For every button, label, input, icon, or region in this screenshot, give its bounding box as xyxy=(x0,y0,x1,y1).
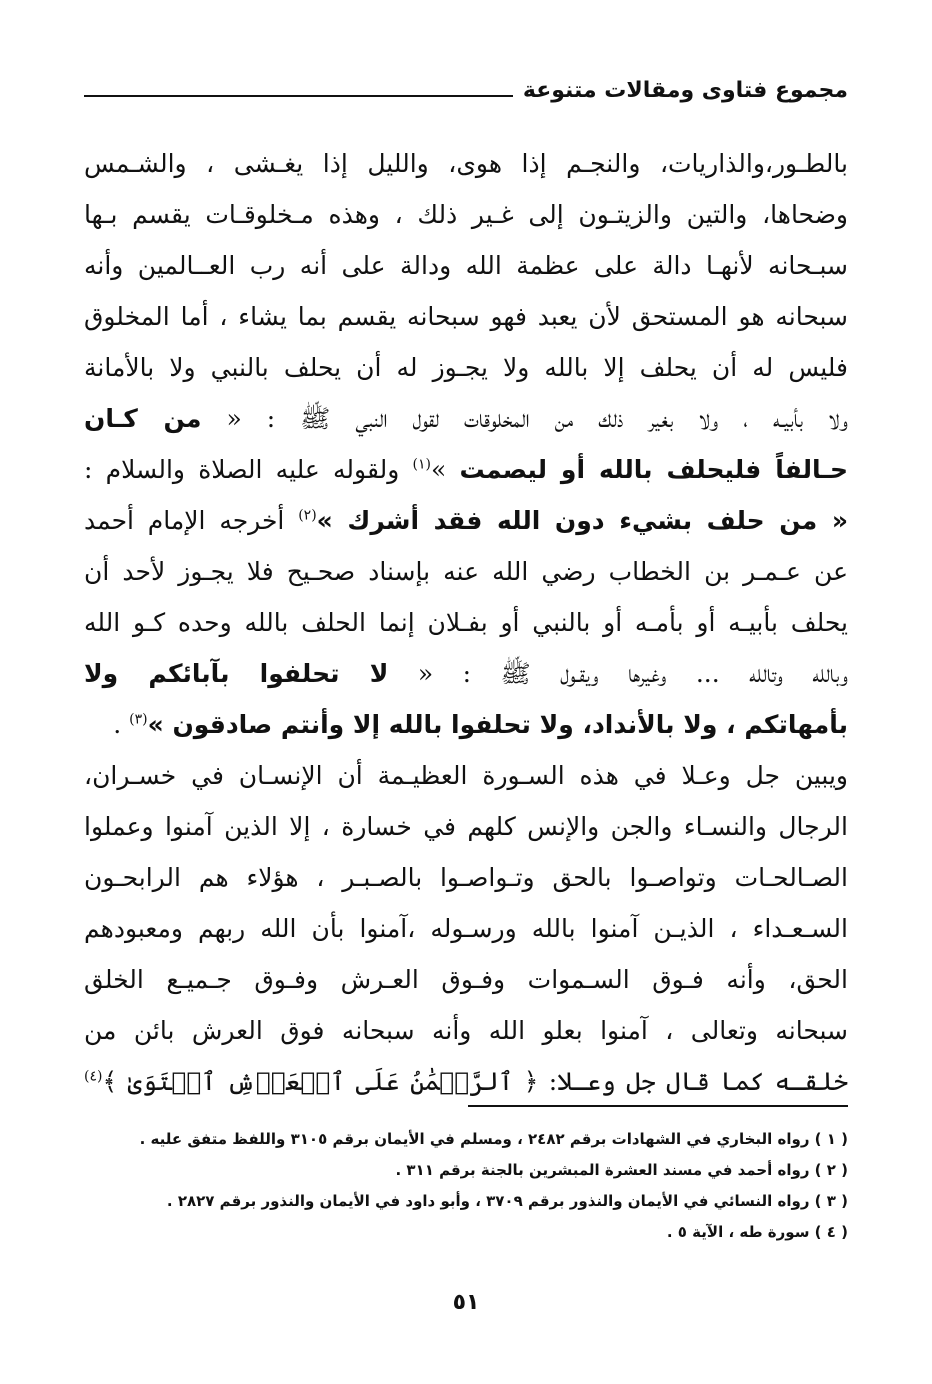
text-line: الصـالحـات وتواصـوا بالحق وتـواصـوا بالصـبـر ، هؤلاء هم الرابحـون xyxy=(84,863,848,892)
text-line: الرجال والنسـاء والجن والإنس كلهم في خسارة ، إلا الذين آمنوا وعملوا xyxy=(84,812,848,841)
footnote-item: ( ٢ ) رواه أحمد في مسند العشرة المبشرين بالجنة برقم ٣١١ . xyxy=(395,1161,848,1179)
footnote-item: ( ٣ ) رواه النسائي في الأيمان والنذور برقم ٣٧٠٩ ، وأبو داود في الأيمان والنذور برقم ٢٨٢٧ . xyxy=(166,1192,848,1210)
quran-verse-line: خلقـه كما قال جل وعـلا: ﴿ ٱلرَّحۡمَٰنُ عَلَى ٱلۡعَرۡشِ ٱسۡتَوَىٰ ﴾ xyxy=(102,1067,848,1096)
text-line: ويبين جل وعـلا في هذه السـورة العظيـمة أن الإنسـان في خسـران، xyxy=(84,761,848,790)
text-line: سبحانه هو المستحق لأن يعبد فهو سبحانه يقسم بما يشاء ، أما المخلوق xyxy=(84,302,848,331)
footnote-ref: (١) xyxy=(412,456,431,473)
text-line xyxy=(84,699,848,750)
text-segment: أخرجه الإمام أحمد xyxy=(84,506,285,535)
text-line: فليس له أن يحلف إلا بالله ولا يجـوز له أن يحلف بالنبي ولا بالأمانة xyxy=(84,353,848,382)
text-line xyxy=(84,393,848,444)
footnote-item: ( ١ ) رواه البخاري في الشهادات برقم ٢٤٨٢ ، ومسلم في الأيمان برقم ٣١٠٥ واللفظ متفق عليه . xyxy=(139,1130,848,1148)
footnote-ref: (٤) xyxy=(84,1068,103,1085)
text-line xyxy=(84,444,848,495)
text-line: السـعـداء ، الذيـن آمنوا بالله ورسـوله ،آمنوا بأن الله ربهم ومعبودهم xyxy=(84,914,848,943)
hadith-quote: « من حلف بشيء دون الله فقد أشرك » xyxy=(316,506,848,535)
footnote-item: ( ٤ ) سورة طه ، الآية ٥ . xyxy=(666,1223,848,1241)
quote-close: » xyxy=(430,455,447,484)
text-segment: . xyxy=(113,710,122,739)
footnote-ref: (٣) xyxy=(129,711,148,728)
main-text xyxy=(84,138,848,1107)
hadith-quote: بأمهاتكم ، ولا بالأنداد، ولا تحلفوا بالله إلا وأنتم صادقون » xyxy=(147,710,848,739)
text-line: يحلف بأبيـه أو بأمـه أو بالنبي أو بفـلان إنما الحلف بالله وحده كـو الله xyxy=(84,608,848,637)
text-line xyxy=(84,648,848,699)
text-line: سبحانه وتعالى ، آمنوا بعلو الله وأنه سبحانه فوق العرش بائن من xyxy=(84,1016,848,1045)
text-line: سبـحانه لأنهـا دالة على عظمة الله ودالة على أنه رب العــالمين وأنه xyxy=(84,251,848,280)
text-segment: ولا بأبيـه ، ولا بغير ذلك من المخلوقات لقول النبي ﷺ : « xyxy=(226,404,848,433)
hadith-quote: لا تحلفوا بآبائكم ولا xyxy=(84,659,389,688)
running-header xyxy=(84,70,848,110)
book-title: مجموع فتاوى ومقالات متنوعة xyxy=(522,77,848,103)
text-line: عن عـمـر بن الخطاب رضي الله عنه بإسناد صحـيح فلا يجـوز لأحد أن xyxy=(84,557,848,586)
hadith-quote: من كـان xyxy=(84,404,202,433)
text-segment: وبالله وتالله ... وغيرها ويقـول ﷺ : « xyxy=(417,659,848,688)
text-line xyxy=(84,495,848,546)
footnotes xyxy=(84,1124,848,1248)
text-line: بالطـور،والذاريات، والنجـم إذا هوى، والليل إذا يغـشى ، والشـمس xyxy=(84,149,848,178)
footnote-separator xyxy=(468,1105,848,1107)
page-number: ٥١ xyxy=(452,1290,480,1315)
header-rule xyxy=(84,95,513,97)
text-line xyxy=(84,1056,848,1107)
text-segment: ولقوله عليه الصلاة والسلام : xyxy=(84,455,400,484)
text-line: الحق، وأنه فـوق السـموات وفـوق العـرش وفـوق جـميـع الخلق xyxy=(84,965,848,994)
text-line: وضحاها، والتين والزيتـون إلى غـير ذلك ، وهذه مـخلوقـات يقسم بـها xyxy=(84,200,848,229)
footnote-ref: (٢) xyxy=(298,507,317,524)
hadith-quote: حـالفاً فليحلف بالله أو ليصمت xyxy=(459,455,848,484)
